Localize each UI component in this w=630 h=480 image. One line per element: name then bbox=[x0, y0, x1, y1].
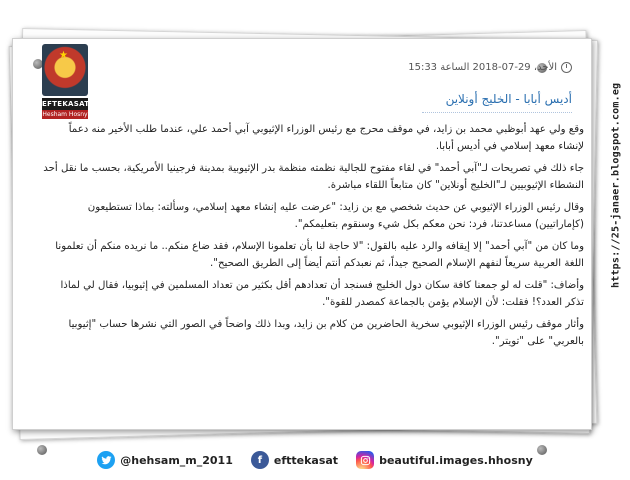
instagram-link[interactable] bbox=[356, 451, 533, 469]
article-paragraph: وما كان من "آبي أحمد" إلا إيقافه والرد عليه بالقول: "لا حاجة لنا بأن تعلمونا الإسلام، فقد ضاع منكم.. ما نريده منكم أن تعلمونا اللغة العربية سريعاً لنفهم الإسلام الصحيح جيداً، ثم نعبدكم أنتم أيضاً إلى الطريق الصحيح". bbox=[55, 241, 584, 269]
logo-brand-text: EFTEKASAT bbox=[42, 100, 90, 108]
twitter-handle: @hehsam_m_2011 bbox=[120, 453, 233, 467]
article-body bbox=[40, 122, 584, 356]
article-paragraph: وأثار موقف رئيس الوزراء الإثيوبي سخرية الحاضرين من كلام بن زايد، وبدا ذلك واضحاً في الصور التي نشرها حساب "إثيوبيا بالعربي" على "تويتر". bbox=[68, 319, 584, 347]
article-paragraph: وقال رئيس الوزراء الإثيوبي عن حديث شخصي مع بن زايد: "عرضت عليه إنشاء معهد إسلامي، وسألته: بماذا تستطيعون (كإماراتيين) مساعدتنا، فرد: نحن معكم بكل شيء وسنقوم بتعليمكم". bbox=[87, 202, 584, 230]
social-footer bbox=[0, 446, 630, 474]
article-meta bbox=[408, 62, 572, 73]
twitter-link[interactable] bbox=[97, 451, 233, 469]
brand-logo bbox=[42, 44, 88, 124]
instagram-handle: beautiful.images.hhosny bbox=[379, 453, 533, 467]
article-paragraph: وقع ولي عهد أبوظبي محمد بن زايد، في موقف محرج مع رئيس الوزراء الإثيوبي آبي أحمد علي، عندما طلب الأخير منه دعماً لإنشاء معهد إسلامي في أديس أبابا. bbox=[68, 124, 584, 152]
article-paragraph: وأضاف: "قلت له لو جمعنا كافة سكان دول الخليج فسنجد أن تعدادهم أقل بكثير من تعداد المسلمين في إثيوبيا، فقال لي لماذا تذكر العدد؟! فقلت: لأن الإسلام يؤمن بالجماعة كمصدر للقوة". bbox=[60, 280, 584, 308]
twitter-icon bbox=[97, 451, 115, 469]
article-dateline: أديس أبابا - الخليج أونلاين bbox=[445, 92, 572, 106]
clock-icon bbox=[561, 62, 572, 73]
logo-portrait bbox=[42, 44, 88, 96]
star-icon: ★ bbox=[59, 50, 68, 61]
article-datetime: الأحد، 29-07-2018 الساعة 15:33 bbox=[408, 62, 557, 73]
facebook-icon: f bbox=[251, 451, 269, 469]
blog-url[interactable]: https://25-janaer.blogspot.com.eg bbox=[610, 82, 622, 288]
instagram-icon bbox=[356, 451, 374, 469]
article-paragraph: جاء ذلك في تصريحات لـ"آبي أحمد" في لقاء مفتوح للجالية نظمته منظمة بدر الإثيوبية بمدينة فرجينيا الأمريكية، بحسب ما نقل أحد النشطاء الإثيوبيين لـ"الخليج أونلاين" كان متابعاً اللقاء مباشرة. bbox=[43, 163, 584, 191]
logo-name-text: Hesham Hosny bbox=[42, 111, 88, 118]
facebook-link[interactable] bbox=[251, 451, 338, 469]
facebook-handle: efttekasat bbox=[273, 453, 339, 467]
dateline-divider bbox=[422, 112, 572, 113]
